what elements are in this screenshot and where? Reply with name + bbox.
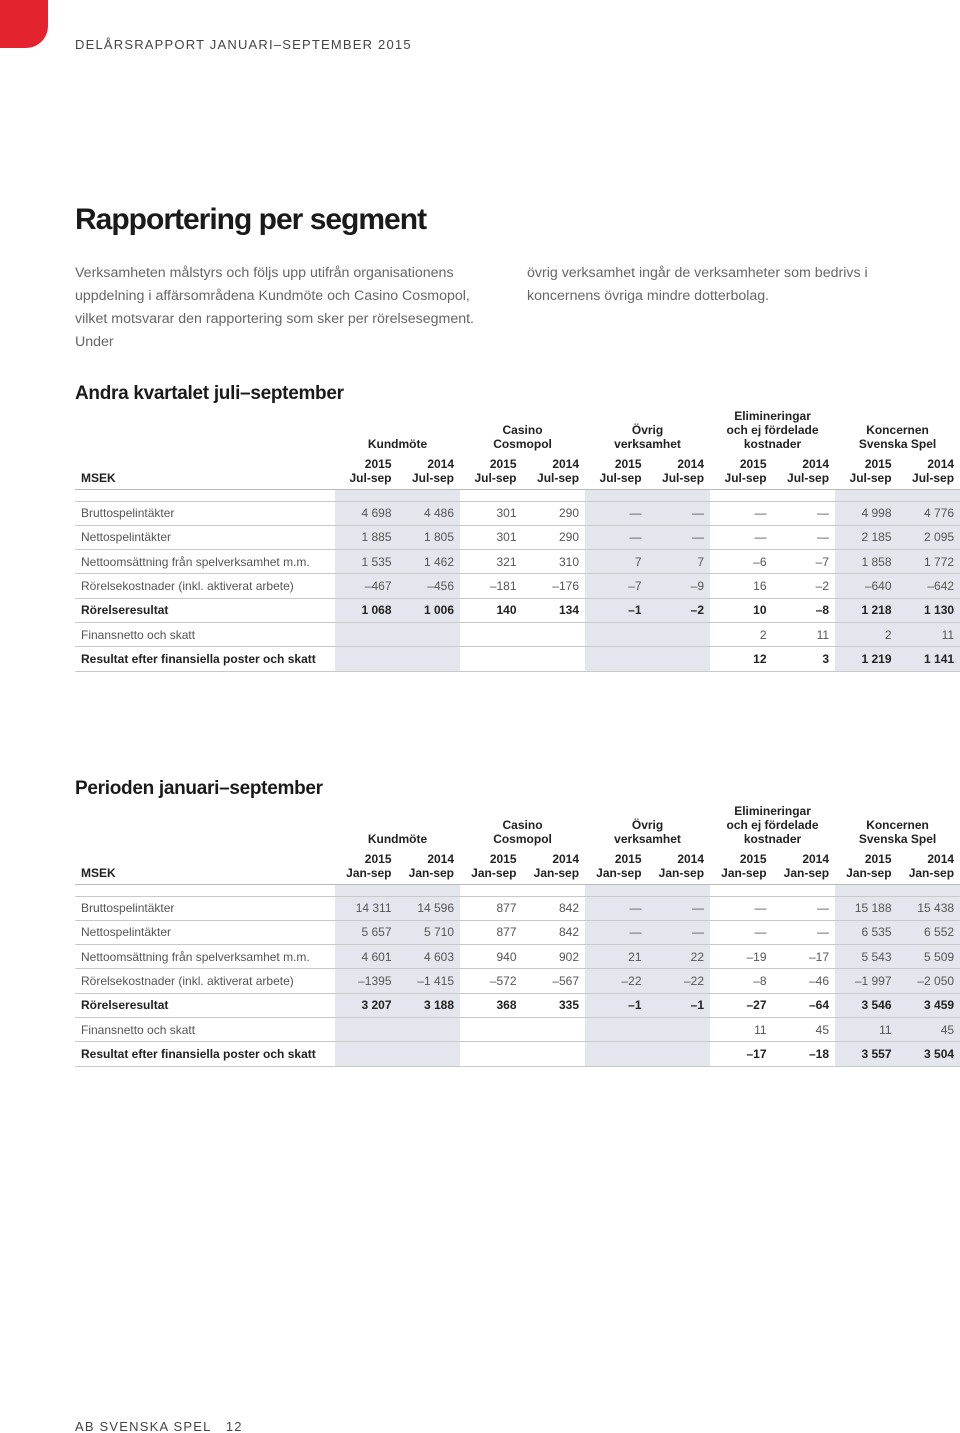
period-range: Jan-sep: [783, 865, 830, 880]
brand-corner-mark: [0, 0, 48, 48]
cell-value: 1 462: [398, 550, 461, 574]
cell-value: –17: [710, 1042, 773, 1066]
segment-table: [75, 800, 960, 1067]
cell-value: 4 698: [335, 501, 398, 525]
cell-value: 15 188: [835, 896, 898, 920]
row-label: Nettoomsättning från spelverksamhet m.m.: [75, 945, 335, 969]
row-label: Bruttospelintäkter: [75, 896, 335, 920]
cell-value: 1 535: [335, 550, 398, 574]
unit-label: MSEK: [75, 451, 335, 489]
period-header: [585, 451, 648, 489]
period-range: Jan-sep: [596, 865, 642, 880]
row-label: Nettospelintäkter: [75, 920, 335, 944]
cell-value: 5 710: [398, 920, 461, 944]
segment-header: [335, 405, 460, 451]
cell-value: 11: [773, 622, 836, 646]
section-title-period: Perioden januari–september: [75, 778, 323, 799]
cell-value: —: [710, 501, 773, 525]
cell-value: 2 095: [898, 525, 960, 549]
period-header: [773, 451, 836, 489]
cell-value: 1 068: [335, 598, 398, 622]
row-label: Rörelseresultat: [75, 598, 335, 622]
cell-value: 1 805: [398, 525, 461, 549]
cell-value: –1: [585, 993, 648, 1017]
segment-header-line: Kundmöte: [367, 832, 428, 846]
cell-value: [460, 622, 523, 646]
cell-value: 1 858: [835, 550, 898, 574]
period-range: Jan-sep: [471, 865, 517, 880]
cell-value: 3 557: [835, 1042, 898, 1066]
segment-header-line: Elimineringar: [734, 804, 811, 818]
intro-text-right: övrig verksamhet ingår de verksamheter som bedrivs i koncernens övriga mindre dotterbolag.: [527, 265, 868, 304]
period-range: Jul-sep: [599, 470, 642, 485]
cell-value: –1395: [335, 969, 398, 993]
period-header: [585, 846, 648, 884]
cell-value: 1 885: [335, 525, 398, 549]
cell-value: –181: [460, 574, 523, 598]
period-year: 2014: [427, 456, 455, 471]
period-year: 2015: [489, 851, 517, 866]
cell-value: –8: [710, 969, 773, 993]
page-footer: [75, 1419, 243, 1433]
period-range: Jul-sep: [724, 470, 767, 485]
cell-value: –7: [585, 574, 648, 598]
table-row: [75, 1042, 960, 1066]
cell-value: [335, 622, 398, 646]
period-range: Jan-sep: [346, 865, 392, 880]
cell-value: [585, 622, 648, 646]
segment-header: [835, 800, 960, 846]
cell-value: –1: [648, 993, 711, 1017]
cell-value: —: [585, 896, 648, 920]
table-row: [75, 945, 960, 969]
row-label: Resultat efter finansiella poster och skatt: [75, 647, 335, 671]
cell-value: –456: [398, 574, 461, 598]
cell-value: —: [773, 525, 836, 549]
segment-header-line: Cosmopol: [493, 437, 552, 451]
cell-value: 14 311: [335, 896, 398, 920]
period-year: 2015: [864, 456, 892, 471]
segment-header-line: Kundmöte: [367, 437, 428, 451]
cell-value: —: [648, 896, 711, 920]
cell-value: [648, 622, 711, 646]
cell-value: 877: [460, 896, 523, 920]
header-empty: [75, 800, 335, 846]
cell-value: 902: [523, 945, 586, 969]
cell-value: –640: [835, 574, 898, 598]
table-row: [75, 969, 960, 993]
cell-value: 45: [773, 1017, 836, 1041]
cell-value: –1 415: [398, 969, 461, 993]
period-range: Jul-sep: [349, 470, 392, 485]
period-year: 2015: [364, 456, 392, 471]
period-header: [523, 846, 586, 884]
cell-value: —: [585, 501, 648, 525]
cell-value: –2: [773, 574, 836, 598]
cell-value: [460, 647, 523, 671]
period-header: [398, 846, 461, 884]
segment-header-line: verksamhet: [614, 832, 681, 846]
row-label: Nettospelintäkter: [75, 525, 335, 549]
footer-page-number: 12: [225, 1419, 243, 1433]
period-header: [460, 846, 523, 884]
cell-value: –2 050: [898, 969, 960, 993]
cell-value: –27: [710, 993, 773, 1017]
segment-header-line: Casino: [502, 423, 543, 437]
period-range: Jul-sep: [537, 470, 580, 485]
table-row: [75, 550, 960, 574]
segment-header: [585, 800, 710, 846]
period-range: Jan-sep: [658, 865, 705, 880]
period-header: [710, 846, 773, 884]
cell-value: —: [585, 920, 648, 944]
row-label: Rörelsekostnader (inkl. aktiverat arbete): [75, 969, 335, 993]
segment-header-line: Cosmopol: [493, 832, 552, 846]
period-year: 2014: [677, 851, 705, 866]
cell-value: 21: [585, 945, 648, 969]
section-title-quarter: Andra kvartalet juli–september: [75, 383, 344, 404]
cell-value: 4 601: [335, 945, 398, 969]
cell-value: 2 185: [835, 525, 898, 549]
cell-value: [648, 647, 711, 671]
cell-value: 11: [710, 1017, 773, 1041]
period-header: [648, 451, 711, 489]
period-header: [398, 451, 461, 489]
cell-value: [523, 647, 586, 671]
period-range: Jul-sep: [412, 470, 455, 485]
cell-value: —: [648, 525, 711, 549]
period-header: [835, 451, 898, 489]
cell-value: –6: [710, 550, 773, 574]
cell-value: —: [710, 920, 773, 944]
cell-value: 16: [710, 574, 773, 598]
cell-value: [648, 1017, 711, 1041]
header-empty: [75, 405, 335, 451]
period-range: Jul-sep: [787, 470, 830, 485]
period-range: Jul-sep: [912, 470, 955, 485]
cell-value: 1 219: [835, 647, 898, 671]
cell-value: 842: [523, 896, 586, 920]
period-header: [898, 451, 960, 489]
segment-header: [835, 405, 960, 451]
cell-value: –22: [648, 969, 711, 993]
period-year: 2015: [739, 456, 767, 471]
cell-value: –467: [335, 574, 398, 598]
cell-value: —: [648, 501, 711, 525]
period-range: Jan-sep: [533, 865, 580, 880]
cell-value: 3: [773, 647, 836, 671]
period-range: Jan-sep: [846, 865, 892, 880]
cell-value: [398, 622, 461, 646]
cell-value: 301: [460, 525, 523, 549]
cell-value: 6 552: [898, 920, 960, 944]
segment-header: [710, 405, 835, 451]
cell-value: 12: [710, 647, 773, 671]
cell-value: —: [648, 920, 711, 944]
cell-value: 3 504: [898, 1042, 960, 1066]
cell-value: 2: [835, 622, 898, 646]
table-row: [75, 622, 960, 646]
cell-value: 2: [710, 622, 773, 646]
segment-table-quarter: [75, 405, 960, 672]
cell-value: 3 546: [835, 993, 898, 1017]
row-label: Rörelsekostnader (inkl. aktiverat arbete): [75, 574, 335, 598]
cell-value: [523, 622, 586, 646]
cell-value: 290: [523, 525, 586, 549]
cell-value: 1 218: [835, 598, 898, 622]
cell-value: 45: [898, 1017, 960, 1041]
cell-value: 1 006: [398, 598, 461, 622]
row-label: Nettoomsättning från spelverksamhet m.m.: [75, 550, 335, 574]
cell-value: 1 130: [898, 598, 960, 622]
cell-value: –18: [773, 1042, 836, 1066]
cell-value: 310: [523, 550, 586, 574]
cell-value: [398, 1042, 461, 1066]
cell-value: –17: [773, 945, 836, 969]
period-header: [773, 846, 836, 884]
cell-value: –46: [773, 969, 836, 993]
segment-header-line: verksamhet: [614, 437, 681, 451]
cell-value: 15 438: [898, 896, 960, 920]
cell-value: 1 141: [898, 647, 960, 671]
period-header: [523, 451, 586, 489]
cell-value: —: [585, 525, 648, 549]
cell-value: —: [710, 525, 773, 549]
segment-header-line: Koncernen: [866, 423, 929, 437]
cell-value: 290: [523, 501, 586, 525]
cell-value: [460, 1017, 523, 1041]
row-label: Finansnetto och skatt: [75, 1017, 335, 1041]
cell-value: [460, 1042, 523, 1066]
cell-value: 140: [460, 598, 523, 622]
period-year: 2015: [739, 851, 767, 866]
cell-value: —: [773, 896, 836, 920]
segment-header-line: Övrig: [631, 423, 664, 437]
cell-value: –22: [585, 969, 648, 993]
segment-header-line: kostnader: [743, 437, 802, 451]
segment-header-line: kostnader: [743, 832, 802, 846]
cell-value: 940: [460, 945, 523, 969]
cell-value: [398, 647, 461, 671]
intro-text-left: Verksamheten målstyrs och följs upp utifrån organisationens uppdelning i affärsområdena Kundmöte och Casino Cosmopol, vilket motsvarar den rapportering som sker per rörelsesegment. Under: [75, 265, 474, 350]
cell-value: –1 997: [835, 969, 898, 993]
cell-value: [585, 1017, 648, 1041]
segment-header-line: Casino: [502, 818, 543, 832]
cell-value: –9: [648, 574, 711, 598]
period-year: 2014: [802, 851, 830, 866]
cell-value: 842: [523, 920, 586, 944]
cell-value: 4 603: [398, 945, 461, 969]
cell-value: [398, 1017, 461, 1041]
cell-value: 6 535: [835, 920, 898, 944]
period-header: [460, 451, 523, 489]
cell-value: –567: [523, 969, 586, 993]
period-year: 2014: [927, 851, 955, 866]
cell-value: 5 509: [898, 945, 960, 969]
cell-value: –1: [585, 598, 648, 622]
cell-value: [585, 1042, 648, 1066]
segment-header-line: och ej fördelade: [726, 423, 819, 437]
segment-table-period: [75, 800, 960, 1067]
cell-value: 10: [710, 598, 773, 622]
period-header: [710, 451, 773, 489]
table-row: [75, 920, 960, 944]
cell-value: —: [773, 920, 836, 944]
segment-header-line: Övrig: [631, 818, 664, 832]
cell-value: 877: [460, 920, 523, 944]
period-range: Jan-sep: [908, 865, 955, 880]
row-label: Finansnetto och skatt: [75, 622, 335, 646]
table-row: [75, 525, 960, 549]
cell-value: –176: [523, 574, 586, 598]
cell-value: 14 596: [398, 896, 461, 920]
cell-value: 11: [898, 622, 960, 646]
cell-value: 3 459: [898, 993, 960, 1017]
table-row: [75, 598, 960, 622]
period-year: 2015: [489, 456, 517, 471]
period-range: Jul-sep: [662, 470, 705, 485]
period-year: 2015: [614, 851, 642, 866]
table-row: [75, 501, 960, 525]
cell-value: [335, 647, 398, 671]
segment-header: [460, 800, 585, 846]
cell-value: 3 207: [335, 993, 398, 1017]
period-header: [898, 846, 960, 884]
period-year: 2014: [552, 456, 580, 471]
period-year: 2015: [614, 456, 642, 471]
period-header: [335, 846, 398, 884]
segment-header: [585, 405, 710, 451]
cell-value: 335: [523, 993, 586, 1017]
table-row: [75, 647, 960, 671]
cell-value: –642: [898, 574, 960, 598]
cell-value: 368: [460, 993, 523, 1017]
period-year: 2015: [864, 851, 892, 866]
cell-value: [523, 1017, 586, 1041]
unit-label: MSEK: [75, 846, 335, 884]
period-header: [648, 846, 711, 884]
period-range: Jan-sep: [408, 865, 455, 880]
cell-value: 134: [523, 598, 586, 622]
table-row: [75, 993, 960, 1017]
footer-company: AB SVENSKA SPEL: [75, 1419, 212, 1433]
period-year: 2014: [927, 456, 955, 471]
period-year: 2014: [677, 456, 705, 471]
cell-value: –2: [648, 598, 711, 622]
period-range: Jul-sep: [849, 470, 892, 485]
page-title: Rapportering per segment: [75, 203, 427, 236]
period-header: [835, 846, 898, 884]
table-row: [75, 896, 960, 920]
cell-value: [585, 647, 648, 671]
row-label: Rörelseresultat: [75, 993, 335, 1017]
cell-value: [335, 1017, 398, 1041]
period-range: Jan-sep: [721, 865, 767, 880]
cell-value: 3 188: [398, 993, 461, 1017]
row-label: Resultat efter finansiella poster och skatt: [75, 1042, 335, 1066]
segment-header-line: Svenska Spel: [858, 832, 937, 846]
cell-value: 1 772: [898, 550, 960, 574]
segment-table: [75, 405, 960, 672]
cell-value: –19: [710, 945, 773, 969]
table-row: [75, 574, 960, 598]
cell-value: —: [773, 501, 836, 525]
cell-value: [523, 1042, 586, 1066]
period-header: [335, 451, 398, 489]
segment-header-line: Koncernen: [866, 818, 929, 832]
cell-value: [335, 1042, 398, 1066]
period-year: 2015: [364, 851, 392, 866]
segment-header: [710, 800, 835, 846]
cell-value: 22: [648, 945, 711, 969]
cell-value: –8: [773, 598, 836, 622]
cell-value: –572: [460, 969, 523, 993]
period-year: 2014: [802, 456, 830, 471]
cell-value: 7: [648, 550, 711, 574]
segment-header-line: Elimineringar: [734, 409, 811, 423]
cell-value: 321: [460, 550, 523, 574]
running-head: DELÅRSRAPPORT JANUARI–SEPTEMBER 2015: [75, 37, 412, 52]
segment-header: [335, 800, 460, 846]
cell-value: —: [710, 896, 773, 920]
table-row: [75, 1017, 960, 1041]
cell-value: 7: [585, 550, 648, 574]
cell-value: 4 776: [898, 501, 960, 525]
segment-header: [460, 405, 585, 451]
period-year: 2014: [552, 851, 580, 866]
cell-value: –7: [773, 550, 836, 574]
cell-value: 5 657: [335, 920, 398, 944]
cell-value: [648, 1042, 711, 1066]
cell-value: 4 486: [398, 501, 461, 525]
period-year: 2014: [427, 851, 455, 866]
segment-header-line: Svenska Spel: [858, 437, 937, 451]
segment-header-line: och ej fördelade: [726, 818, 819, 832]
row-label: Bruttospelintäkter: [75, 501, 335, 525]
cell-value: 11: [835, 1017, 898, 1041]
period-range: Jul-sep: [474, 470, 517, 485]
cell-value: 301: [460, 501, 523, 525]
cell-value: –64: [773, 993, 836, 1017]
cell-value: 5 543: [835, 945, 898, 969]
cell-value: 4 998: [835, 501, 898, 525]
